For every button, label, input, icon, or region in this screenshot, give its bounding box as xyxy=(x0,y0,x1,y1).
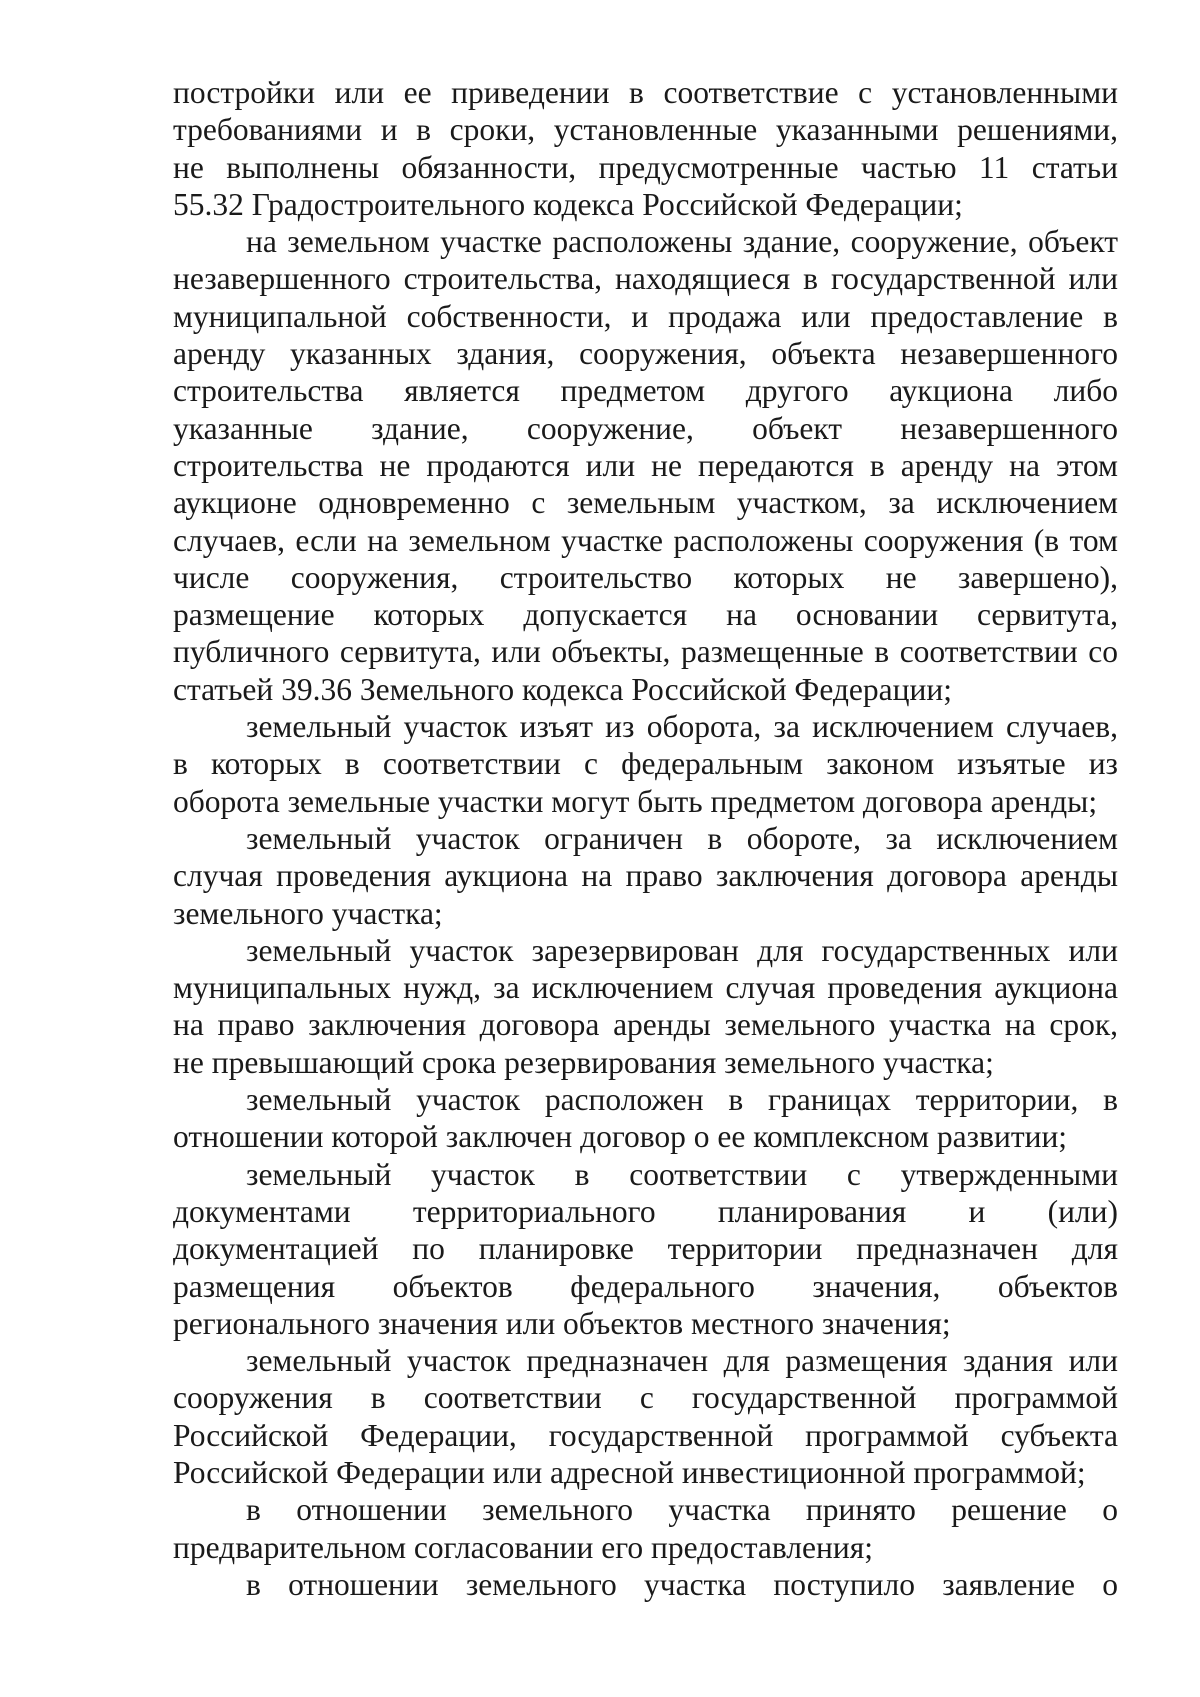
text-line: земельный участок изъят из оборота, за исключением случаев, xyxy=(246,709,1118,745)
text-line: документами территориального планирования и (или) xyxy=(173,1193,1118,1229)
text-line: отношении которой заключен договор о ее комплексном развитии; xyxy=(173,1119,1068,1155)
text-line: строительства не продаются или не передаются в аренду на этом xyxy=(173,447,1118,483)
text-line: не выполнены обязанности, предусмотренные частью 11 статьи xyxy=(173,149,1118,185)
text-line: 55.32 Градостроительного кодекса Российской Федерации; xyxy=(173,186,963,222)
text-line: земельный участок зарезервирован для государственных или xyxy=(246,932,1118,968)
text-line: статьей 39.36 Земельного кодекса Российской Федерации; xyxy=(173,671,952,707)
text-line: земельного участка; xyxy=(173,895,443,931)
text-line: документацией по планировке территории предназначен для xyxy=(173,1231,1118,1267)
text-line: строительства является предметом другого аукциона либо xyxy=(173,373,1118,409)
text-line: случая проведения аукциона на право заключения договора аренды xyxy=(173,858,1118,894)
text-line: земельный участок расположен в границах территории, в xyxy=(246,1082,1118,1118)
text-line: муниципальных нужд, за исключением случая проведения аукциона xyxy=(173,970,1118,1006)
text-line: указанные здание, сооружение, объект незавершенного xyxy=(173,410,1118,446)
text-line: оборота земельные участки могут быть предметом договора аренды; xyxy=(173,783,1098,819)
text-line: Российской Федерации, государственной программой субъекта xyxy=(173,1417,1118,1453)
text-line: аренду указанных здания, сооружения, объекта незавершенного xyxy=(173,336,1118,372)
text-line: размещение которых допускается на основании сервитута, xyxy=(173,597,1118,633)
text-line: не превышающий срока резервирования земельного участка; xyxy=(173,1044,994,1080)
document-body-text xyxy=(173,74,1118,1603)
text-line: земельный участок предназначен для размещения здания или xyxy=(246,1343,1118,1379)
text-line: в отношении земельного участка принято решение о xyxy=(246,1492,1118,1528)
text-line: аукционе одновременно с земельным участком, за исключением xyxy=(173,485,1118,521)
text-line: незавершенного строительства, находящиеся в государственной или xyxy=(173,261,1118,297)
text-line: случаев, если на земельном участке расположены сооружения (в том xyxy=(173,522,1118,558)
text-line: размещения объектов федерального значения, объектов xyxy=(173,1268,1118,1304)
text-line: сооружения в соответствии с государственной программой xyxy=(173,1380,1118,1416)
text-line: в которых в соответствии с федеральным законом изъятые из xyxy=(173,746,1118,782)
text-line: на право заключения договора аренды земельного участка на срок, xyxy=(173,1007,1118,1043)
text-line: предварительном согласовании его предоставления; xyxy=(173,1529,873,1565)
text-line: на земельном участке расположены здание, сооружение, объект xyxy=(246,224,1118,260)
text-line: земельный участок ограничен в обороте, за исключением xyxy=(246,820,1118,856)
text-line: постройки или ее приведении в соответствие с установленными xyxy=(173,75,1118,110)
text-line: в отношении земельного участка поступило заявление о xyxy=(246,1566,1118,1602)
text-line: регионального значения или объектов местного значения; xyxy=(173,1305,951,1341)
text-line: публичного сервитута, или объекты, размещенные в соответствии со xyxy=(173,634,1118,670)
text-line: требованиями и в сроки, установленные указанными решениями, xyxy=(173,112,1118,148)
text-line: числе сооружения, строительство которых не завершено), xyxy=(173,559,1118,595)
text-line: Российской Федерации или адресной инвестиционной программой; xyxy=(173,1454,1086,1490)
text-line: муниципальной собственности, и продажа или предоставление в xyxy=(173,298,1118,334)
text-line: земельный участок в соответствии с утвержденными xyxy=(246,1156,1118,1192)
